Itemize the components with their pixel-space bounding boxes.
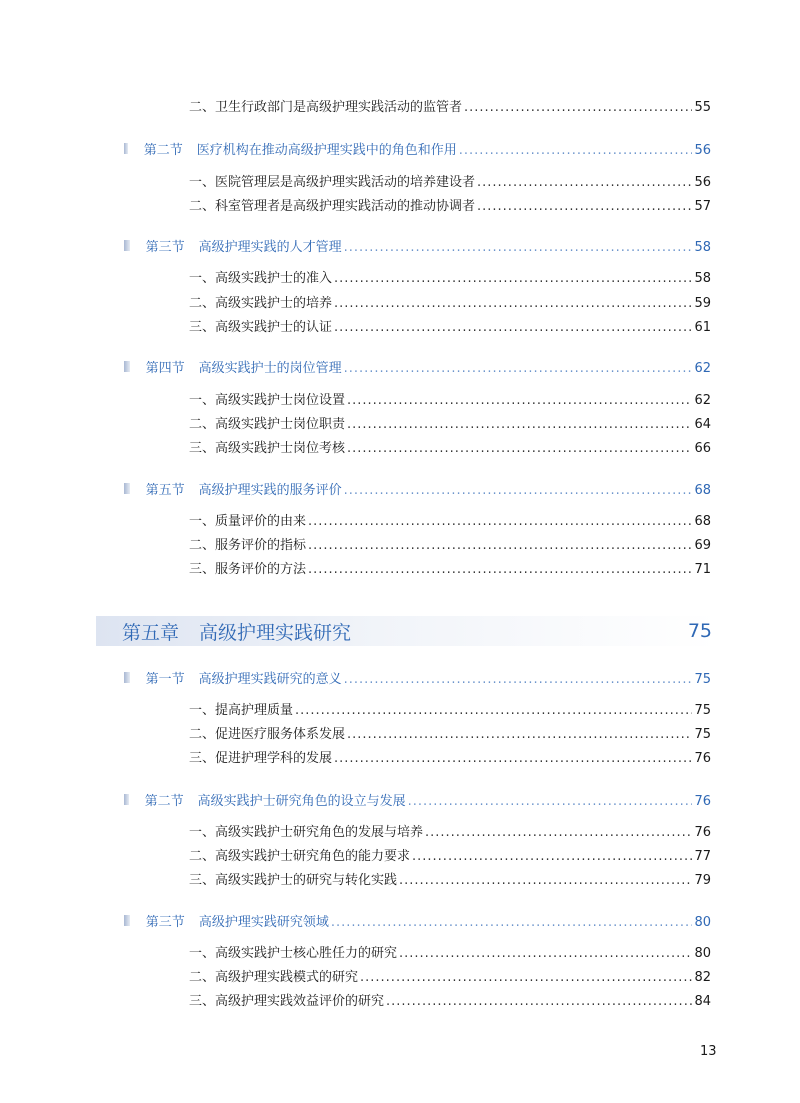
leader-dots bbox=[477, 175, 692, 190]
leader-dots bbox=[464, 100, 692, 115]
leader-dots bbox=[347, 417, 692, 432]
toc-item-page: 80 bbox=[694, 946, 711, 961]
toc-item-page: 59 bbox=[694, 296, 711, 311]
leader-dots bbox=[399, 946, 692, 961]
toc-item-title: 二、高级实践护士岗位职责 bbox=[189, 417, 346, 432]
leader-dots bbox=[459, 143, 693, 158]
toc-item-page: 84 bbox=[694, 994, 711, 1009]
toc-item-title: 一、高级实践护士研究角色的发展与培养 bbox=[189, 825, 424, 840]
toc-item-page: 58 bbox=[694, 271, 711, 286]
toc-item-title: 一、医院管理层是高级护理实践活动的培养建设者 bbox=[189, 175, 476, 190]
toc-item-page: 79 bbox=[694, 873, 711, 888]
section-marker-icon bbox=[124, 361, 130, 372]
toc-item bbox=[189, 534, 711, 553]
leader-dots bbox=[295, 703, 692, 718]
toc-section bbox=[124, 668, 711, 687]
toc-item bbox=[189, 195, 711, 214]
toc-item-title: 一、质量评价的由来 bbox=[189, 514, 307, 529]
toc-item bbox=[189, 845, 711, 864]
section-title: 高级护理实践研究的意义 bbox=[198, 672, 342, 687]
toc-item-page: 62 bbox=[694, 393, 711, 408]
section-page: 80 bbox=[694, 915, 711, 930]
toc-item-title: 二、促进医疗服务体系发展 bbox=[189, 727, 346, 742]
leader-dots bbox=[334, 296, 692, 311]
toc-section bbox=[124, 911, 711, 930]
toc-item-title: 二、卫生行政部门是高级护理实践活动的监管者 bbox=[189, 100, 463, 115]
leader-dots bbox=[347, 393, 692, 408]
toc-item-title: 二、服务评价的指标 bbox=[189, 538, 307, 553]
toc-item bbox=[189, 869, 711, 888]
toc-item bbox=[189, 96, 711, 115]
section-number: 第二节 bbox=[143, 143, 183, 158]
section-page: 56 bbox=[694, 143, 711, 158]
toc-item-page: 68 bbox=[694, 514, 711, 529]
toc-item-title: 三、高级实践护士的研究与转化实践 bbox=[189, 873, 398, 888]
section-marker-icon bbox=[124, 915, 130, 926]
leader-dots bbox=[347, 441, 692, 456]
chapter-page: 75 bbox=[687, 620, 712, 642]
section-marker-icon bbox=[124, 483, 130, 494]
leader-dots bbox=[344, 672, 693, 687]
toc-item-page: 75 bbox=[694, 727, 711, 742]
toc-item-page: 71 bbox=[694, 562, 711, 577]
toc-item bbox=[189, 699, 711, 718]
toc-item-title: 三、高级实践护士的认证 bbox=[189, 320, 333, 335]
leader-dots bbox=[334, 320, 692, 335]
section-page: 62 bbox=[694, 361, 711, 376]
leader-dots bbox=[334, 751, 692, 766]
section-page: 58 bbox=[694, 240, 711, 255]
toc-item-page: 64 bbox=[694, 417, 711, 432]
toc-item bbox=[189, 389, 711, 408]
toc-item-page: 56 bbox=[694, 175, 711, 190]
section-number: 第三节 bbox=[145, 915, 185, 930]
section-title: 医疗机构在推动高级护理实践中的角色和作用 bbox=[196, 143, 457, 158]
toc-item-title: 二、高级实践护士研究角色的能力要求 bbox=[189, 849, 411, 864]
section-title: 高级护理实践的服务评价 bbox=[198, 483, 342, 498]
toc-item-title: 二、高级护理实践模式的研究 bbox=[189, 970, 359, 985]
chapter-title: 高级护理实践研究 bbox=[199, 621, 352, 644]
toc-item bbox=[189, 821, 711, 840]
toc-item-title: 三、高级实践护士岗位考核 bbox=[189, 441, 346, 456]
toc-item bbox=[189, 942, 711, 961]
toc-item bbox=[189, 171, 711, 190]
toc-item bbox=[189, 267, 711, 286]
toc-item-title: 一、提高护理质量 bbox=[189, 703, 294, 718]
leader-dots bbox=[344, 483, 693, 498]
section-number: 第一节 bbox=[145, 672, 185, 687]
leader-dots bbox=[412, 849, 692, 864]
section-marker-icon bbox=[124, 672, 130, 683]
toc-item-title: 二、高级实践护士的培养 bbox=[189, 296, 333, 311]
toc-item-title: 二、科室管理者是高级护理实践活动的推动协调者 bbox=[189, 199, 476, 214]
leader-dots bbox=[334, 271, 692, 286]
section-marker-icon bbox=[124, 143, 128, 154]
section-number: 第五节 bbox=[145, 483, 185, 498]
toc-item-page: 77 bbox=[694, 849, 711, 864]
toc-item-title: 三、促进护理学科的发展 bbox=[189, 751, 333, 766]
toc-section bbox=[124, 236, 711, 255]
section-number: 第三节 bbox=[145, 240, 185, 255]
leader-dots bbox=[344, 361, 693, 376]
leader-dots bbox=[399, 873, 692, 888]
section-marker-icon bbox=[124, 794, 129, 805]
section-page: 68 bbox=[694, 483, 711, 498]
toc-item-page: 75 bbox=[694, 703, 711, 718]
section-title: 高级实践护士研究角色的设立与发展 bbox=[197, 794, 406, 809]
leader-dots bbox=[477, 199, 692, 214]
section-page: 75 bbox=[694, 672, 711, 687]
leader-dots bbox=[344, 240, 693, 255]
toc-section bbox=[124, 357, 711, 376]
toc-item bbox=[189, 316, 711, 335]
toc-item bbox=[189, 437, 711, 456]
toc-item-page: 55 bbox=[694, 100, 711, 115]
leader-dots bbox=[331, 915, 693, 930]
section-title: 高级实践护士的岗位管理 bbox=[198, 361, 342, 376]
leader-dots bbox=[308, 538, 692, 553]
toc-item-title: 三、高级护理实践效益评价的研究 bbox=[189, 994, 385, 1009]
section-number: 第四节 bbox=[145, 361, 185, 376]
section-title: 高级护理实践的人才管理 bbox=[198, 240, 342, 255]
toc-item-page: 82 bbox=[694, 970, 711, 985]
leader-dots bbox=[308, 514, 692, 529]
toc-item bbox=[189, 990, 711, 1009]
toc-item-title: 一、高级实践护士的准入 bbox=[189, 271, 333, 286]
toc-item bbox=[189, 966, 711, 985]
toc-section bbox=[124, 790, 711, 809]
toc-item bbox=[189, 413, 711, 432]
toc-item bbox=[189, 723, 711, 742]
toc-item bbox=[189, 558, 711, 577]
toc-item-page: 57 bbox=[694, 199, 711, 214]
chapter-header bbox=[96, 616, 718, 646]
section-marker-icon bbox=[124, 240, 130, 251]
section-number: 第二节 bbox=[144, 794, 184, 809]
toc-item-title: 三、服务评价的方法 bbox=[189, 562, 307, 577]
toc-item-title: 一、高级实践护士岗位设置 bbox=[189, 393, 346, 408]
section-title: 高级护理实践研究领域 bbox=[198, 915, 329, 930]
toc-item-page: 76 bbox=[694, 751, 711, 766]
toc-item bbox=[189, 747, 711, 766]
toc-item bbox=[189, 292, 711, 311]
toc-item bbox=[189, 510, 711, 529]
leader-dots bbox=[308, 562, 692, 577]
leader-dots bbox=[425, 825, 692, 840]
toc-item-page: 66 bbox=[694, 441, 711, 456]
chapter-number: 第五章 bbox=[122, 621, 180, 644]
toc-item-page: 69 bbox=[694, 538, 711, 553]
toc-section bbox=[124, 139, 711, 158]
leader-dots bbox=[347, 727, 692, 742]
toc-section bbox=[124, 479, 711, 498]
page-number: 13 bbox=[700, 1044, 717, 1059]
leader-dots bbox=[360, 970, 692, 985]
section-page: 76 bbox=[694, 794, 711, 809]
leader-dots bbox=[408, 794, 693, 809]
toc-item-page: 61 bbox=[694, 320, 711, 335]
toc-item-page: 76 bbox=[694, 825, 711, 840]
toc-item-title: 一、高级实践护士核心胜任力的研究 bbox=[189, 946, 398, 961]
leader-dots bbox=[386, 994, 692, 1009]
